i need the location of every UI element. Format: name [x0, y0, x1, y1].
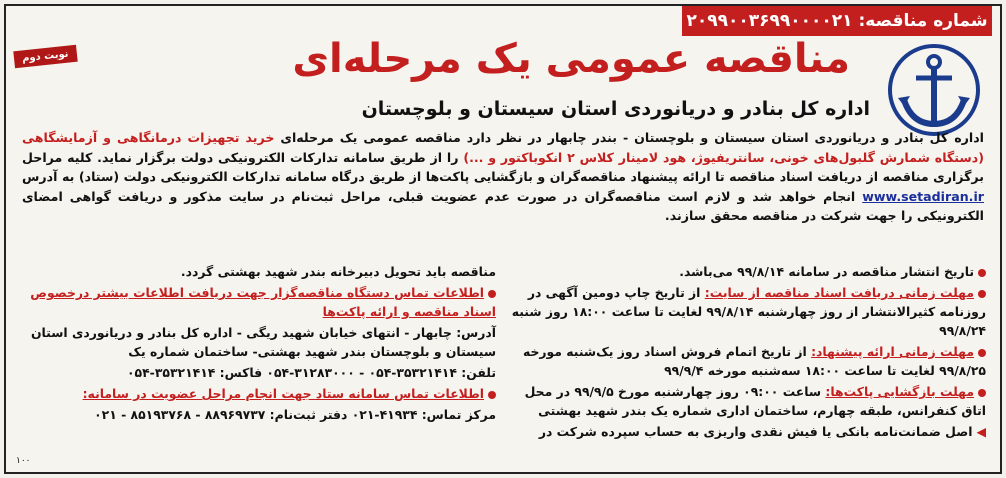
- left-column: [20, 262, 496, 462]
- opening-item: [510, 382, 986, 420]
- phone-text: تلفن: ۳۵۳۲۱۴۱۴-۰۵۴ - ۳۱۲۸۳۰۰۰-۰۵۴ فاکس: ۳۵۳۲۱۴۱۴-۰۵۴: [126, 365, 496, 380]
- delivery-text: مناقصه باید تحویل دبیرخانه بندر شهید بهشتی گردد.: [180, 264, 496, 279]
- setad-contact-label: اطلاعات تماس سامانه ستاد جهت انجام مراحل عضویت در سامانه:: [82, 386, 484, 401]
- opening-label: مهلت بازگشایی پاکت‌ها:: [825, 384, 974, 399]
- tender-notice: [4, 4, 1002, 474]
- opening-text: ساعت ۰۹:۰۰ روز چهارشنبه مورخ ۹۹/۹/۵ در محل اتاق کنفرانس، طبقه چهارم، ساختمان اداری شماره یک بندر شهید بهشتی: [524, 384, 986, 418]
- docs-deadline-item: [510, 283, 986, 340]
- setad-link[interactable]: www.setadiran.ir: [862, 188, 984, 204]
- bullet-icon: [488, 391, 496, 399]
- publish-date-text: تاریخ انتشار مناقصه در سامانه ۹۹/۸/۱۴ می‌باشد.: [679, 264, 974, 279]
- tender-number-value: ۲۰۹۹۰۰۳۶۹۹۰۰۰۰۲۱: [686, 11, 853, 31]
- offer-deadline-text: از تاریخ اتمام فروش اسناد روز یک‌شنبه مورخه ۹۹/۸/۲۵ لغایت تا ساعت ۱۸:۰۰ سه‌شنبه مورخه ۹۹/۹/۴: [522, 344, 986, 378]
- address-text: آدرس: چابهار - انتهای خیابان شهید ریگی - اداره کل بنادر و دریانوردی استان سیستان و بلوچستان بندر شهید بهشتی- ساختمان شماره یک: [30, 325, 496, 359]
- intro-part1: اداره کل بنادر و دریانوردی استان سیستان و بلوچستان - بندر چابهار در نظر دارد مناقصه عمومی یک مرحله‌ای: [274, 130, 984, 145]
- bullet-icon: [978, 269, 986, 277]
- docs-deadline-text: از تاریخ چاپ دومین آگهی در روزنامه کثیرالانتشار از روز چهارشنبه ۹۹/۸/۱۴ لغایت تا ساعت ۱۸:۰۰ روز شنبه ۹۹/۸/۲۴: [511, 285, 986, 338]
- details-columns: [20, 262, 986, 462]
- setad-contact-text: مرکز تماس: ۴۱۹۳۴-۰۲۱ دفتر ثبت‌نام: ۸۸۹۶۹۷۳۷ - ۸۵۱۹۳۷۶۸ - ۰۲۱: [94, 407, 496, 422]
- arrow-bullet-icon: ◀: [976, 424, 986, 439]
- intro-part3: انجام خواهد شد و لازم است مناقصه‌گران در صورت عدم عضویت قبلی، مراحل ثبت‌نام در سایت مذکور و دریافت گواهی امضای الکترونیکی را جهت شرکت در مناقصه محقق سازند.: [22, 188, 984, 223]
- publish-date-item: [510, 262, 986, 281]
- docs-deadline-label: مهلت زمانی دریافت اسناد مناقصه از سایت:: [704, 285, 974, 300]
- setad-contact-item: [20, 384, 496, 403]
- edition-badge: نوبت دوم: [13, 45, 77, 68]
- notice-subtitle: اداره کل بنادر و دریانوردی استان سیستان و بلوچستان: [361, 98, 870, 120]
- tender-number-label: شماره مناقصه:: [858, 11, 988, 31]
- offer-deadline-item: [510, 342, 986, 380]
- anchor-logo-icon: [882, 40, 986, 140]
- intro-subject: خرید تجهیزات درمانگاهی و آزمایشگاهی (دستگاه شمارش گلبول‌های خونی، سانتریفیوژ، هود لامینار کلاس ۲ انکوباکتور و ...): [22, 130, 984, 165]
- guarantee-item: [510, 422, 986, 441]
- contact-item: [20, 283, 496, 321]
- offer-deadline-label: مهلت زمانی ارائه پیشنهاد:: [811, 344, 974, 359]
- bullet-icon: [488, 290, 496, 298]
- intro-paragraph: [22, 128, 984, 226]
- bullet-icon: [978, 349, 986, 357]
- tender-number-box: [682, 6, 992, 36]
- notice-title: مناقصه عمومی یک مرحله‌ای: [292, 36, 850, 82]
- page-number: ۱۰۰: [16, 456, 31, 466]
- right-column: [510, 262, 986, 462]
- bullet-icon: [978, 290, 986, 298]
- guarantee-text: اصل ضمانت‌نامه بانکی یا فیش نقدی واریزی به حساب سپرده شرکت در: [538, 424, 973, 439]
- bullet-icon: [978, 389, 986, 397]
- contact-label: اطلاعات تماس دستگاه مناقصه‌گزار جهت دریافت اطلاعات بیشتر درخصوص اسناد مناقصه و ارائه پاکت‌ها: [30, 285, 496, 319]
- intro-part2: را از طریق سامانه تدارکات الکترونیکی دولت برگزار نماید. کلیه مراحل برگزاری مناقصه از دریافت اسناد مناقصه تا ارائه پیشنهاد مناقصه‌گران و بازگشایی پاکت‌ها از طریق درگاه سامانه تدارکات الکترونیکی دولت (ستاد) به آدرس: [22, 149, 984, 184]
